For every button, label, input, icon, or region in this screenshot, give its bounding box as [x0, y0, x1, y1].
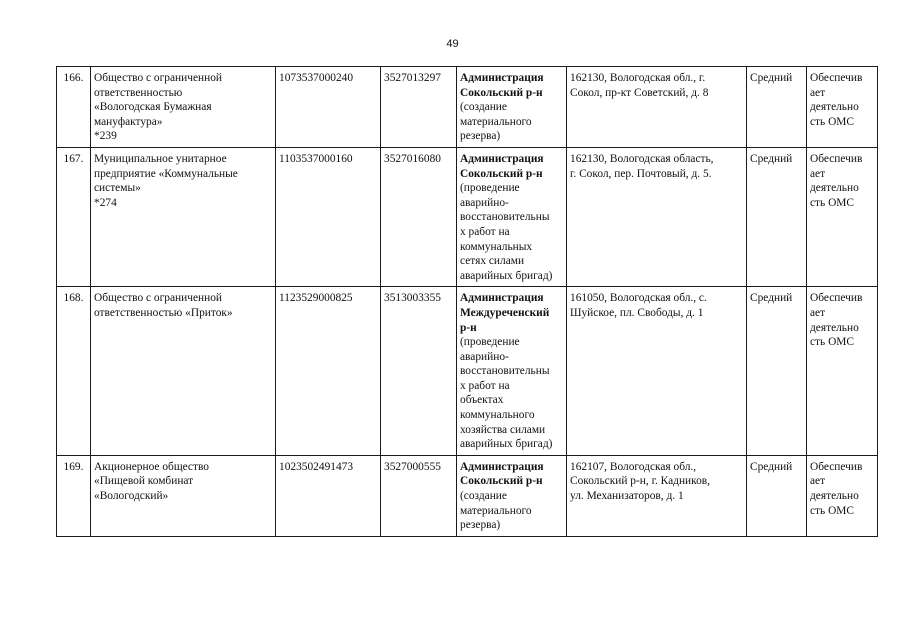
address-line: Сокол, пр-кт Советский, д. 8 [570, 86, 709, 99]
address-cell [567, 147, 747, 286]
risk-category-cell: Средний [747, 287, 807, 456]
registry-body [57, 67, 878, 537]
address-line: 162130, Вологодская обл., г. [570, 72, 706, 84]
administration-cell [457, 287, 567, 456]
admin_purpose-line: резерва) [460, 130, 501, 143]
table-row [57, 455, 878, 536]
admin_purpose-line: х работ на [460, 225, 510, 238]
address-line: г. Сокол, пер. Почтовый, д. 5. [570, 167, 712, 180]
risk-category-cell: Средний [747, 147, 807, 286]
ogrn-cell: 1073537000240 [276, 67, 381, 148]
organization-cell [91, 67, 276, 148]
org-line: ответственностью [94, 86, 183, 99]
admin_name-line: Сокольский р-н [460, 475, 543, 488]
note-line: Обеспечив [810, 72, 863, 84]
address-line: Шуйское, пл. Свободы, д. 1 [570, 306, 704, 319]
address-cell [567, 455, 747, 536]
inn-cell: 3527000555 [381, 455, 457, 536]
ogrn-cell: 1023502491473 [276, 455, 381, 536]
table-row [57, 67, 878, 148]
org-line: ответственностью «Приток» [94, 306, 233, 319]
note-cell [807, 147, 878, 286]
admin_name-line: Администрация [460, 152, 544, 165]
admin_purpose-line: х работ на [460, 379, 510, 392]
org-line: Муниципальное унитарное [94, 152, 227, 165]
admin_name-line: Сокольский р-н [460, 167, 543, 180]
organization-cell [91, 287, 276, 456]
admin_name-line: Администрация [460, 460, 544, 473]
note-line: деятельно [810, 490, 859, 503]
org-line: Общество с ограниченной [94, 292, 222, 305]
admin_purpose-line: (проведение [460, 336, 520, 349]
org-line: «Пищевой комбинат [94, 475, 194, 488]
address-line: 161050, Вологодская обл., с. [570, 292, 707, 305]
row-number: 167. [57, 147, 91, 286]
note-cell [807, 67, 878, 148]
note-line: Обеспечив [810, 292, 863, 305]
admin_purpose-line: восстановительны [460, 211, 550, 224]
administration-cell [457, 147, 567, 286]
org-line: системы» [94, 182, 141, 195]
admin_name-line: Междуреченский [460, 306, 550, 319]
admin_name-line: р-н [460, 321, 477, 334]
admin_purpose-line: (создание [460, 490, 507, 503]
org-line: Акционерное общество [94, 460, 209, 473]
address-line: 162130, Вологодская область, [570, 152, 714, 165]
inn-cell: 3527013297 [381, 67, 457, 148]
note-line: Обеспечив [810, 460, 863, 473]
address-cell [567, 67, 747, 148]
organization-cell [91, 147, 276, 286]
note-line: ает [810, 167, 826, 180]
table-row [57, 287, 878, 456]
note-line: деятельно [810, 321, 859, 334]
table-row [57, 147, 878, 286]
admin_name-line: Администрация [460, 292, 544, 305]
note-line: деятельно [810, 101, 859, 114]
admin_purpose-line: (проведение [460, 182, 520, 195]
note-line: деятельно [810, 182, 859, 195]
administration-cell [457, 67, 567, 148]
org-line: Общество с ограниченной [94, 72, 222, 84]
organization-cell [91, 455, 276, 536]
risk-category-cell: Средний [747, 455, 807, 536]
row-number: 166. [57, 67, 91, 148]
inn-cell: 3513003355 [381, 287, 457, 456]
admin_purpose-line: (создание [460, 101, 507, 114]
org-line: *274 [94, 196, 117, 209]
address-line: 162107, Вологодская обл., [570, 460, 697, 473]
org-line: мануфактура» [94, 115, 163, 128]
admin_purpose-line: аварийно- [460, 350, 509, 363]
inn-cell: 3527016080 [381, 147, 457, 286]
admin_purpose-line: хозяйства силами [460, 423, 546, 436]
admin_purpose-line: коммунальных [460, 240, 533, 253]
admin_purpose-line: резерва) [460, 519, 501, 532]
note-line: сть ОМС [810, 504, 855, 517]
address-line: Сокольский р-н, г. Кадников, [570, 475, 711, 488]
registry-table [56, 66, 878, 537]
note-line: ает [810, 306, 826, 319]
note-line: сть ОМС [810, 336, 855, 349]
note-line: ает [810, 86, 826, 99]
note-cell [807, 287, 878, 456]
admin_purpose-line: коммунального [460, 409, 535, 422]
note-cell [807, 455, 878, 536]
admin_purpose-line: аварийных бригад) [460, 269, 553, 282]
page-number: 49 [446, 38, 459, 50]
risk-category-cell: Средний [747, 67, 807, 148]
ogrn-cell: 1123529000825 [276, 287, 381, 456]
note-line: Обеспечив [810, 152, 863, 165]
admin_purpose-line: сетях силами [460, 255, 525, 268]
admin_purpose-line: аварийных бригад) [460, 438, 553, 451]
admin_purpose-line: объектах [460, 394, 504, 407]
admin_name-line: Сокольский р-н [460, 86, 543, 99]
admin_name-line: Администрация [460, 72, 544, 84]
org-line: *239 [94, 130, 117, 143]
admin_purpose-line: восстановительны [460, 365, 550, 378]
note-line: сть ОМС [810, 115, 855, 128]
admin_purpose-line: материального [460, 115, 532, 128]
row-number: 168. [57, 287, 91, 456]
address-line: ул. Механизаторов, д. 1 [570, 490, 684, 503]
address-cell [567, 287, 747, 456]
note-line: ает [810, 475, 826, 488]
org-line: «Вологодская Бумажная [94, 101, 212, 114]
row-number: 169. [57, 455, 91, 536]
administration-cell [457, 455, 567, 536]
note-line: сть ОМС [810, 196, 855, 209]
org-line: предприятие «Коммунальные [94, 167, 238, 180]
ogrn-cell: 1103537000160 [276, 147, 381, 286]
org-line: «Вологодский» [94, 490, 169, 503]
admin_purpose-line: материального [460, 504, 532, 517]
admin_purpose-line: аварийно- [460, 196, 509, 209]
